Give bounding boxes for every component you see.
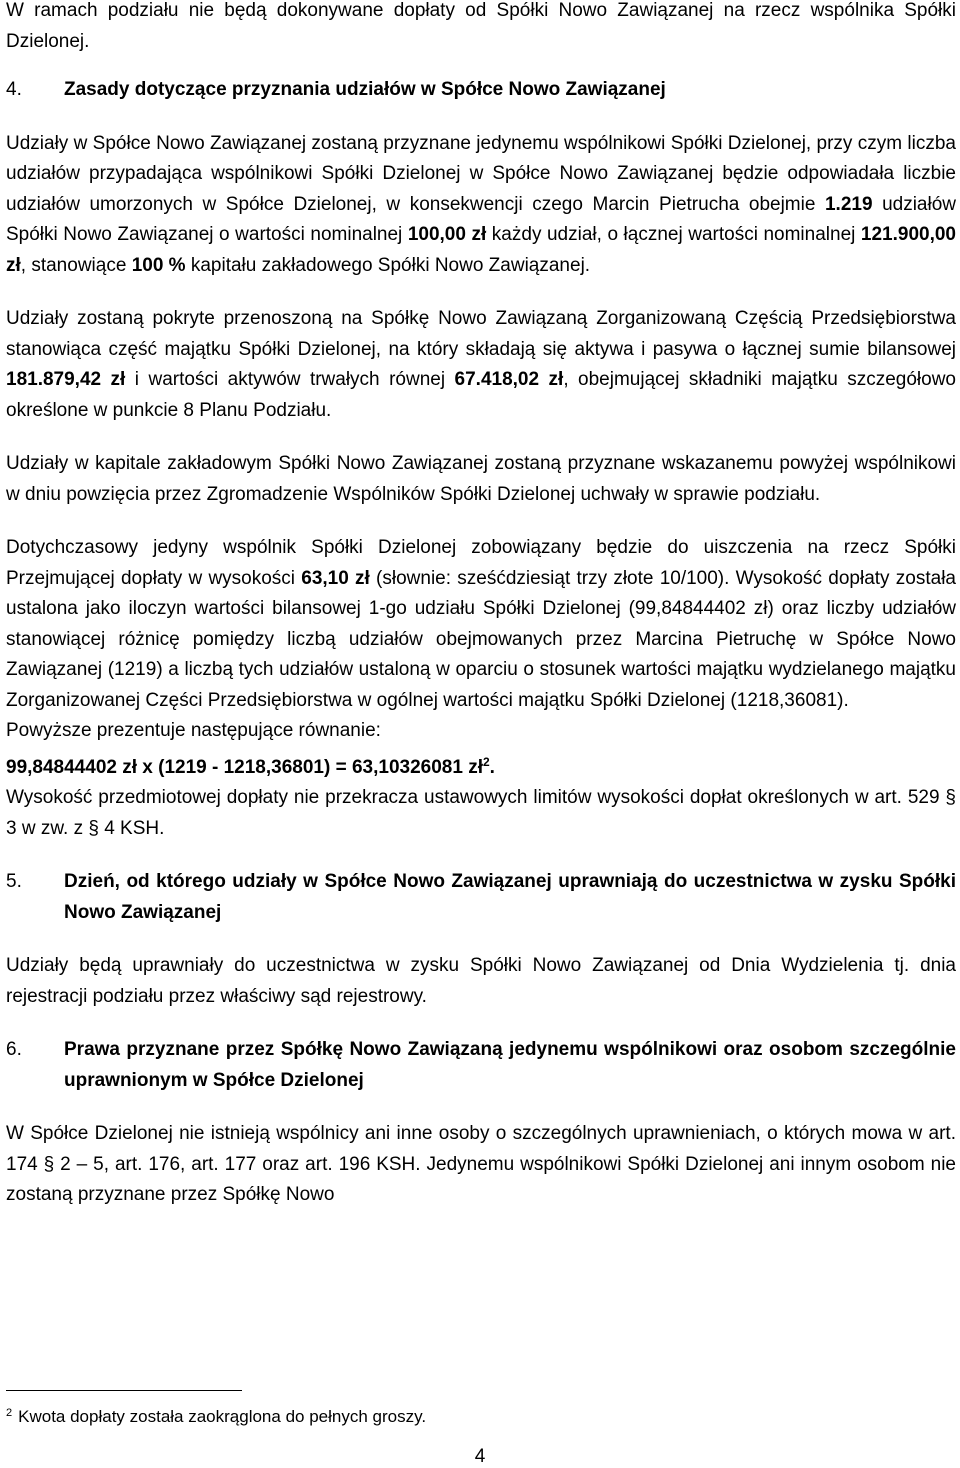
footnote-text: Kwota dopłaty została zaokrąglona do pełnych groszy.: [18, 1407, 427, 1426]
section-4-title: Zasady dotyczące przyznania udziałów w Spółce Nowo Zawiązanej: [64, 79, 666, 100]
section-5-number: 5.: [6, 871, 22, 892]
footnote-mark: 2: [6, 1407, 13, 1419]
section-4-heading: [6, 75, 956, 106]
document-page: [6, 0, 956, 1211]
section-4-paragraph-6: Wysokość przedmiotowej dopłaty nie przekracza ustawowych limitów wysokości dopłat określonych w art. 529 § 3 w zw. z § 4 KSH.: [6, 787, 956, 839]
footnote-divider: [6, 1390, 242, 1391]
section-4-paragraph-4: Dotychczasowy jedyny wspólnik Spółki Dzielonej zobowiązany będzie do uiszczenia na rzecz Spółki Przejmującej dopłaty w wysokości 63,10 zł (słownie: sześćdziesiąt trzy złote 10/100). Wysokość dopłaty została ustalona jako iloczyn wartości bilansowej 1-go udziału Spółki Dzielonej (99,84844402 zł) oraz liczby udziałów stanowiącej różnicę pomiędzy liczbą udziałów obejmowanych przez Marcina Pietruchę w Spółce Nowo Zawiązanej (1219) a liczbą tych udziałów ustaloną w oparciu o stosunek wartości majątku wydzielanego majątku Zorganizowanej Części Przedsiębiorstwa w ogólnej wartości majątku Spółki Dzielonej (1218,36081).: [6, 537, 956, 711]
section-4-number: 4.: [6, 79, 22, 100]
footnote: [6, 1402, 426, 1428]
intro-paragraph: W ramach podziału nie będą dokonywane dopłaty od Spółki Nowo Zawiązanej na rzecz wspólnika Spółki Dzielonej.: [6, 0, 956, 52]
footnote-reference: 2: [482, 754, 490, 769]
section-6-paragraph-1: W Spółce Dzielonej nie istnieją wspólnicy ani inne osoby o szczególnych uprawnieniach, o których mowa w art. 174 § 2 – 5, art. 176, art. 177 oraz art. 196 KSH. Jedynemu wspólnikowi Spółki Dzielonej ani innym osobom nie zostaną przyznane przez Spółkę Nowo: [6, 1123, 956, 1205]
section-4-paragraph-5: Powyższe prezentuje następujące równanie:: [6, 720, 381, 741]
section-5-title: Dzień, od którego udziały w Spółce Nowo Zawiązanej uprawniają do uczestnictwa w zysku Spółki Nowo Zawiązanej: [64, 871, 956, 923]
section-6-number: 6.: [6, 1039, 22, 1060]
section-4-paragraph-2: Udziały zostaną pokryte przenoszoną na Spółkę Nowo Zawiązaną Zorganizowaną Częścią Przedsiębiorstwa stanowiąca część majątku Spółki Dzielonej, na który składają się aktywa i pasywa o łącznej sumie bilansowej 181.879,42 zł i wartości aktywów trwałych równej 67.418,02 zł, obejmującej składniki majątku szczegółowo określone w punkcie 8 Planu Podziału.: [6, 308, 956, 421]
equation: 99,84844402 zł x (1219 - 1218,36801) = 63,10326081 zł$^2$.: [6, 754, 495, 778]
section-6-heading: [6, 1035, 956, 1096]
section-6-title: Prawa przyznane przez Spółkę Nowo Zawiązaną jedynemu wspólnikowi oraz osobom szczególnie uprawnionym w Spółce Dzielonej: [64, 1039, 956, 1091]
section-5-heading: [6, 867, 956, 928]
section-4-paragraph-3: Udziały w kapitale zakładowym Spółki Nowo Zawiązanej zostaną przyznane wskazanemu powyżej wspólnikowi w dniu powzięcia przez Zgromadzenie Wspólników Spółki Dzielonej uchwały w sprawie podziału.: [6, 453, 956, 505]
section-5-paragraph-1: Udziały będą uprawniały do uczestnictwa w zysku Spółki Nowo Zawiązanej od Dnia Wydzielenia tj. dnia rejestracji podziału przez właściwy sąd rejestrowy.: [6, 955, 956, 1007]
section-4-paragraph-1: Udziały w Spółce Nowo Zawiązanej zostaną przyznane jedynemu wspólnikowi Spółki Dzielonej, przy czym liczba udziałów przypadająca wspólnikowi Spółki Dzielonej w Spółce Nowo Zawiązanej będzie odpowiadała liczbie udziałów umorzonych w Spółce Dzielonej, w konsekwencji czego Marcin Pietrucha obejmie 1.219 udziałów Spółki Nowo Zawiązanej o wartości nominalnej 100,00 zł każdy udział, o łącznej wartości nominalnej 121.900,00 zł, stanowiące 100 % kapitału zakładowego Spółki Nowo Zawiązanej.: [6, 132, 956, 276]
page-number: 4: [474, 1446, 486, 1467]
